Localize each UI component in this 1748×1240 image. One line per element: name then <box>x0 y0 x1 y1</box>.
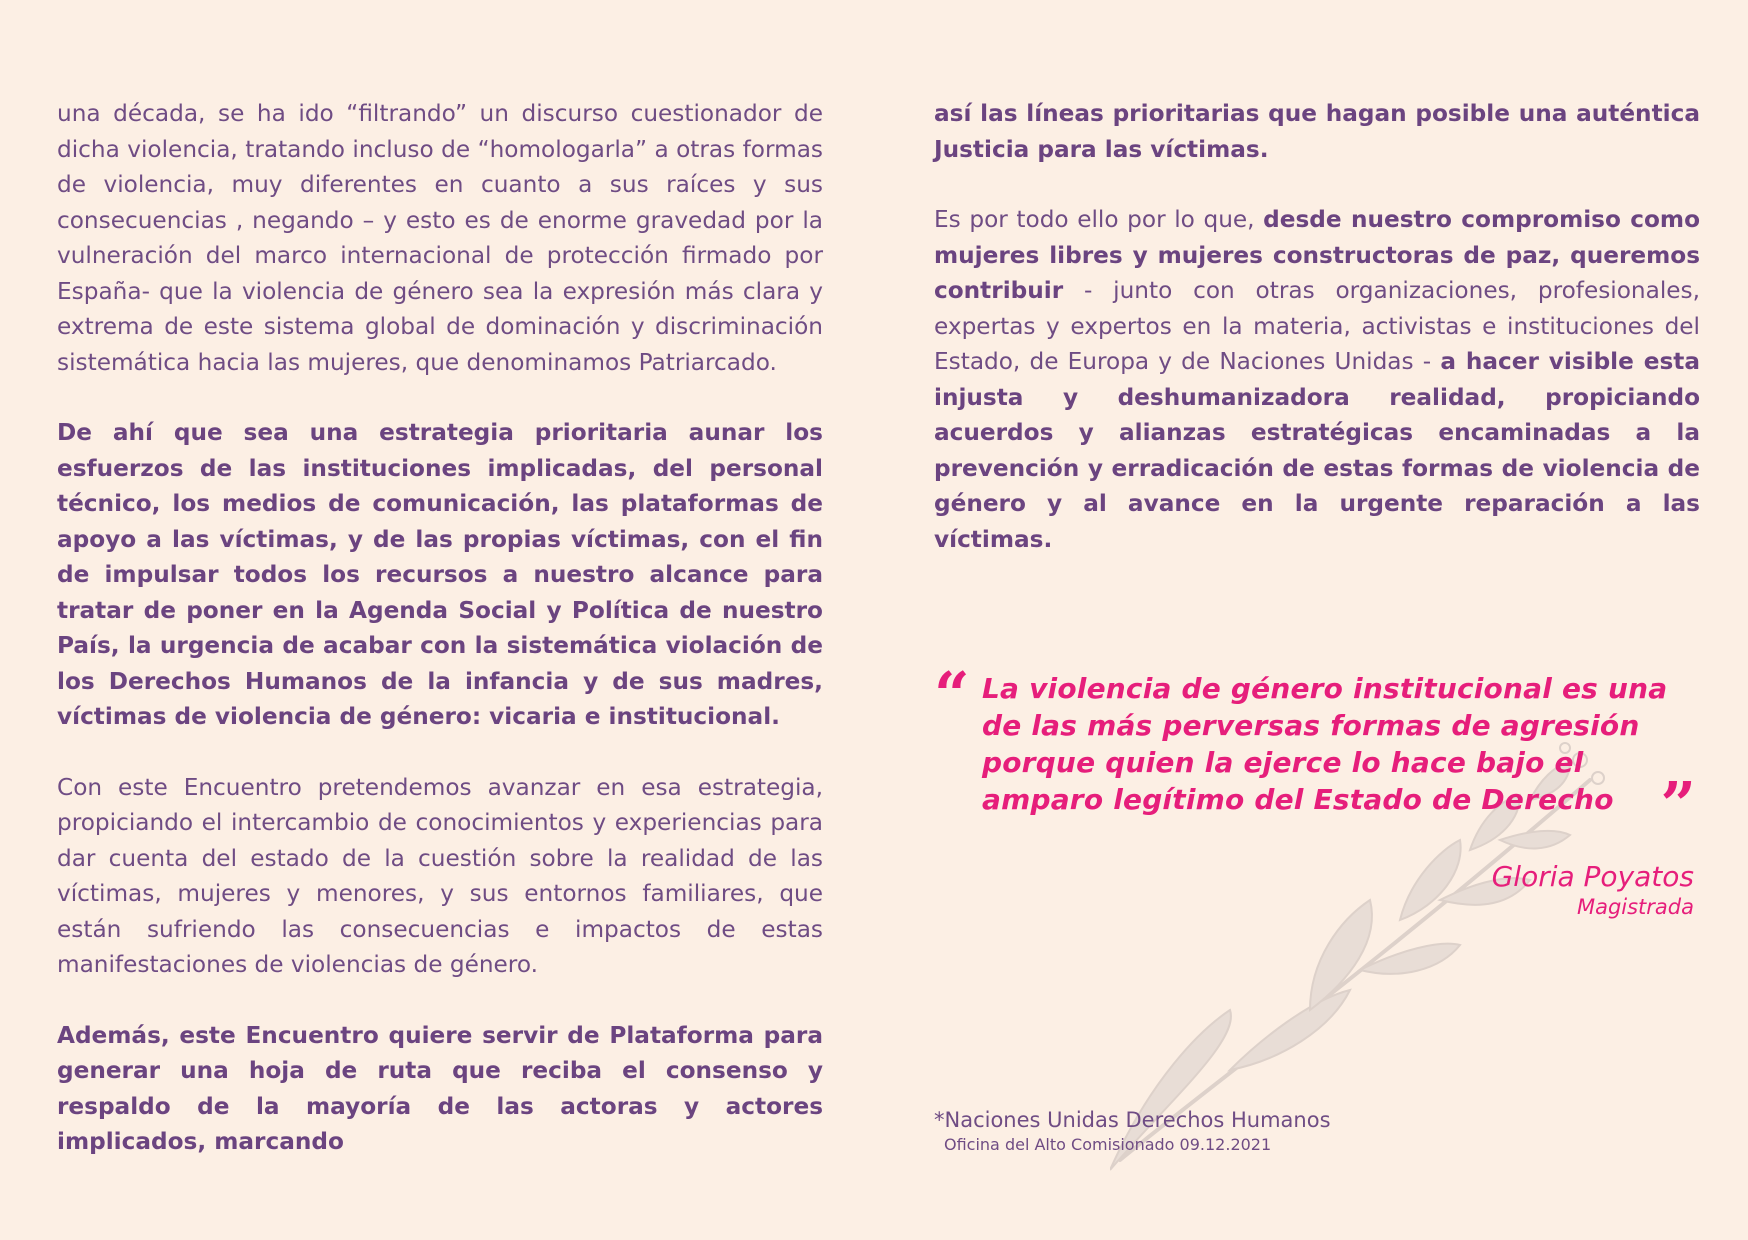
paragraph-strategy-part1: De ahí que sea una estrategia prioritaria aunar los esfuerzos de las instituciones implicadas, del personal técnico, los medios de comunicación, las plataformas de apoyo a las víctimas, y de las propias víctimas, con el fin de impulsar todos los recursos a nuestro alcance para tratar de <box>57 419 823 624</box>
paragraph-strategy <box>57 415 823 735</box>
pull-quote <box>934 658 1696 919</box>
quote-author: Gloria Poyatos <box>1491 860 1694 893</box>
paragraph-commitment-emphasis2: a hacer visible esta injusta y deshumanizadora realidad, propiciando acuerdos y alianzas estratégicas encaminadas a la prevención y erradicación de estas formas de violencia de género y al avance en la urgente reparación a las víctimas. <box>934 348 1700 553</box>
footnote-office: Oficina del Alto Comisionado 09.12.2021 <box>944 1135 1272 1154</box>
paragraph-commitment <box>934 202 1700 557</box>
paragraph-commitment-part2: - junto con otras organizaciones, profesionales, expertas y expertos en la materia, activistas e instituciones del Estado, de Europa y de Naciones Unidas - <box>934 277 1700 375</box>
paragraph-platform: Además, este Encuentro quiere servir de Plataforma para generar una hoja de ruta que reciba el consenso y respaldo de la mayoría de las actoras y actores implicados, marcando <box>57 1021 823 1155</box>
quote-text: La violencia de género institucional es una de las más perversas formas de agresión porque quien la ejerce lo hace bajo el amparo legítimo del Estado de Derecho <box>982 672 1668 816</box>
close-quote-icon: ” <box>1660 768 1696 841</box>
paragraph-justice: así las líneas prioritarias que hagan posible una auténtica Justicia para las víctimas. <box>934 100 1700 163</box>
paragraph-strategy-part2: la urgencia de acabar con la sistemática violación de los Derechos Humanos de la infancia y de sus madres, víctimas de violencia de género: vicaria e institucional. <box>57 632 823 730</box>
quote-author-role: Magistrada <box>1576 895 1694 919</box>
left-column <box>57 96 823 1195</box>
paragraph-commitment-emphasis1: desde nuestro compromiso como mujeres libres y mujeres constructoras de paz, queremos contribuir <box>934 206 1700 304</box>
right-column <box>934 96 1700 592</box>
open-quote-icon: “ <box>934 658 970 731</box>
footnote-source: *Naciones Unidas Derechos Humanos <box>934 1108 1331 1132</box>
paragraph-strategy-emphasis: poner en la Agenda Social y Política de nuestro País, <box>57 596 823 659</box>
paragraph-intro: una década, se ha ido “filtrando” un discurso cuestionador de dicha violencia, tratando incluso de “homologarla” a otras formas de violencia, muy diferentes en cuanto a sus raíces y sus consecuencias , negando – y esto es de enorme gravedad por la vulneración del marco internacional de protección firmado por España- que la violencia de género sea la expresión más clara y extrema de este sistema global de dominación y discriminación sistemática hacia las mujeres, que denominamos Patriarcado. <box>57 100 823 376</box>
footnote <box>934 1106 1331 1156</box>
paragraph-commitment-part1: Es por todo ello por lo que, <box>934 206 1264 233</box>
paragraph-encounter: Con este Encuentro pretendemos avanzar en esa estrategia, propiciando el intercambio de conocimientos y experiencias para dar cuenta del estado de la cuestión sobre la realidad de las víctimas, mujeres y menores, y sus entornos familiares, que están sufriendo las consecuencias e impactos de estas manifestaciones de violencias de género. <box>57 773 823 978</box>
quote-attribution <box>1492 860 1694 920</box>
